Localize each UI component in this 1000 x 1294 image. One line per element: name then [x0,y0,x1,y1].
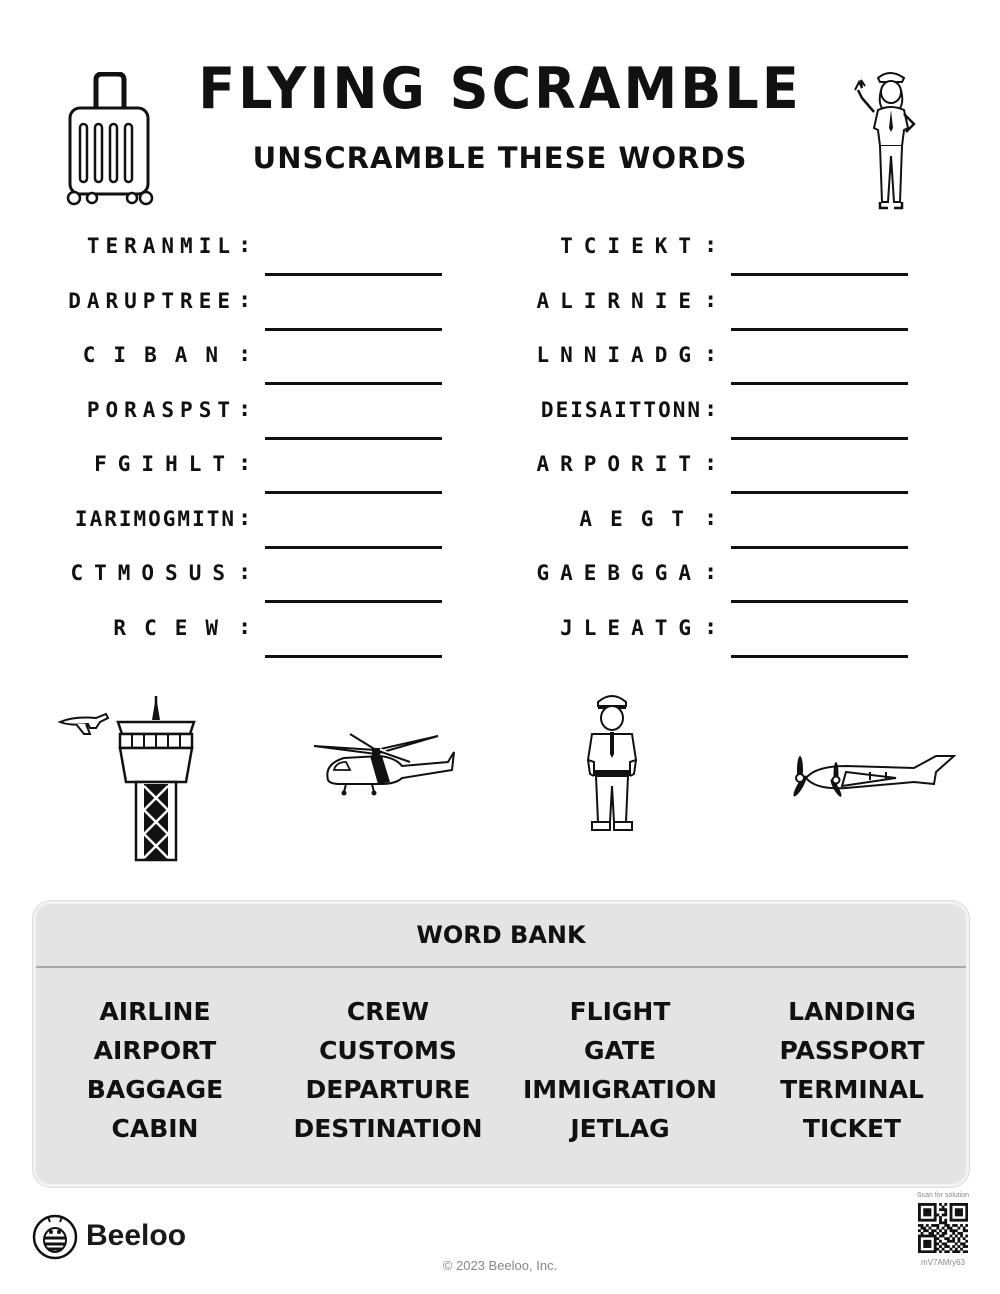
right-scramble-row [0,504,1000,558]
colon-separator: : [238,233,252,258]
word-bank-word: AIRPORT [93,1036,217,1065]
answer-line[interactable] [731,328,908,331]
right-scramble-row [0,231,1000,285]
word-bank-word: TERMINAL [780,1075,924,1104]
colon-separator: : [704,505,718,531]
suitcase-icon [62,72,156,208]
word-bank-word: FLIGHT [569,997,671,1026]
scrambled-word: ARPORIT [536,452,702,476]
colon-separator: : [704,233,718,258]
word-bank-word: DEPARTURE [305,1075,471,1104]
word-bank-divider [36,966,966,968]
right-scramble-row [0,613,1000,667]
helicopter-icon [310,722,456,798]
word-bank-word: TICKET [802,1114,902,1143]
word-bank-column [736,992,968,1148]
colon-separator: : [238,560,252,585]
scrambled-word: DARUPTREE [68,288,236,313]
qr-code-id: mV7AMry63 [920,1258,965,1267]
word-bank-word: CREW [346,997,430,1026]
answer-line[interactable] [731,655,908,658]
word-bank-word: CUSTOMS [319,1036,457,1065]
word-bank-word: LANDING [788,997,916,1026]
scrambled-word: FGIHLT [94,452,236,476]
control-tower-icon [56,692,206,864]
scrambled-word: IARIMOGMITN [74,506,236,531]
answer-line[interactable] [731,546,908,549]
colon-separator: : [238,505,252,531]
colon-separator: : [238,614,252,640]
scrambled-word: AEGT [579,506,702,531]
answer-line[interactable] [731,273,908,276]
right-scramble-row [0,286,1000,340]
word-bank-word: JETLAG [570,1114,670,1143]
answer-line[interactable] [731,600,908,603]
copyright-text: © 2023 Beeloo, Inc. [442,1258,558,1273]
word-bank-word: CABIN [111,1114,199,1143]
scrambled-word: ALIRNIE [536,288,702,313]
answer-line[interactable] [731,437,908,440]
scrambled-word: GAEBGGA [536,561,702,585]
propeller-plane-icon [786,748,956,804]
answer-line[interactable] [731,382,908,385]
word-bank-word: IMMIGRATION [522,1075,718,1104]
colon-separator: : [238,451,252,476]
word-bank-column [39,992,271,1148]
colon-separator: : [704,451,718,476]
colon-separator: : [704,614,718,640]
scrambled-word: DEISAITTONN [540,397,702,422]
word-bank-word: DESTINATION [293,1114,483,1143]
page-title: FLYING SCRAMBLE [198,55,802,122]
word-bank-title: WORD BANK [416,921,586,949]
scrambled-word: LNNIADG [536,343,702,367]
word-bank-panel [33,901,969,1187]
scrambled-word: CIBAN [82,343,236,367]
answer-line[interactable] [731,491,908,494]
scrambled-word: JLEATG [560,615,702,640]
right-scramble-row [0,449,1000,503]
word-bank-word: AIRLINE [99,997,211,1026]
word-bank-word: GATE [583,1036,657,1065]
pilot-icon [580,690,644,832]
bee-logo-icon [32,1214,78,1260]
right-scramble-row [0,558,1000,612]
scrambled-word: TERANMIL [86,234,236,258]
scrambled-word: TCIEKT [560,234,702,258]
flight-attendant-icon [852,68,924,214]
right-scramble-row [0,395,1000,449]
scrambled-word: PORASPST [86,397,236,422]
colon-separator: : [704,396,718,422]
qr-caption: Scan for solution [916,1192,970,1199]
right-scramble-row [0,340,1000,394]
scrambled-word: RCEW [113,615,236,640]
word-bank-word: BAGGAGE [86,1075,224,1104]
brand-name: Beeloo [86,1219,187,1252]
page-subtitle: UNSCRAMBLE THESE WORDS [252,141,748,175]
colon-separator: : [704,560,718,585]
colon-separator: : [238,396,252,422]
word-bank-column [504,992,736,1148]
word-bank-column [272,992,504,1148]
colon-separator: : [238,342,252,367]
scrambled-word: CTMOSUS [70,561,236,585]
colon-separator: : [704,342,718,367]
colon-separator: : [704,287,718,313]
word-bank-word: PASSPORT [779,1036,925,1065]
colon-separator: : [238,287,252,313]
qr-code-icon[interactable] [918,1203,968,1253]
